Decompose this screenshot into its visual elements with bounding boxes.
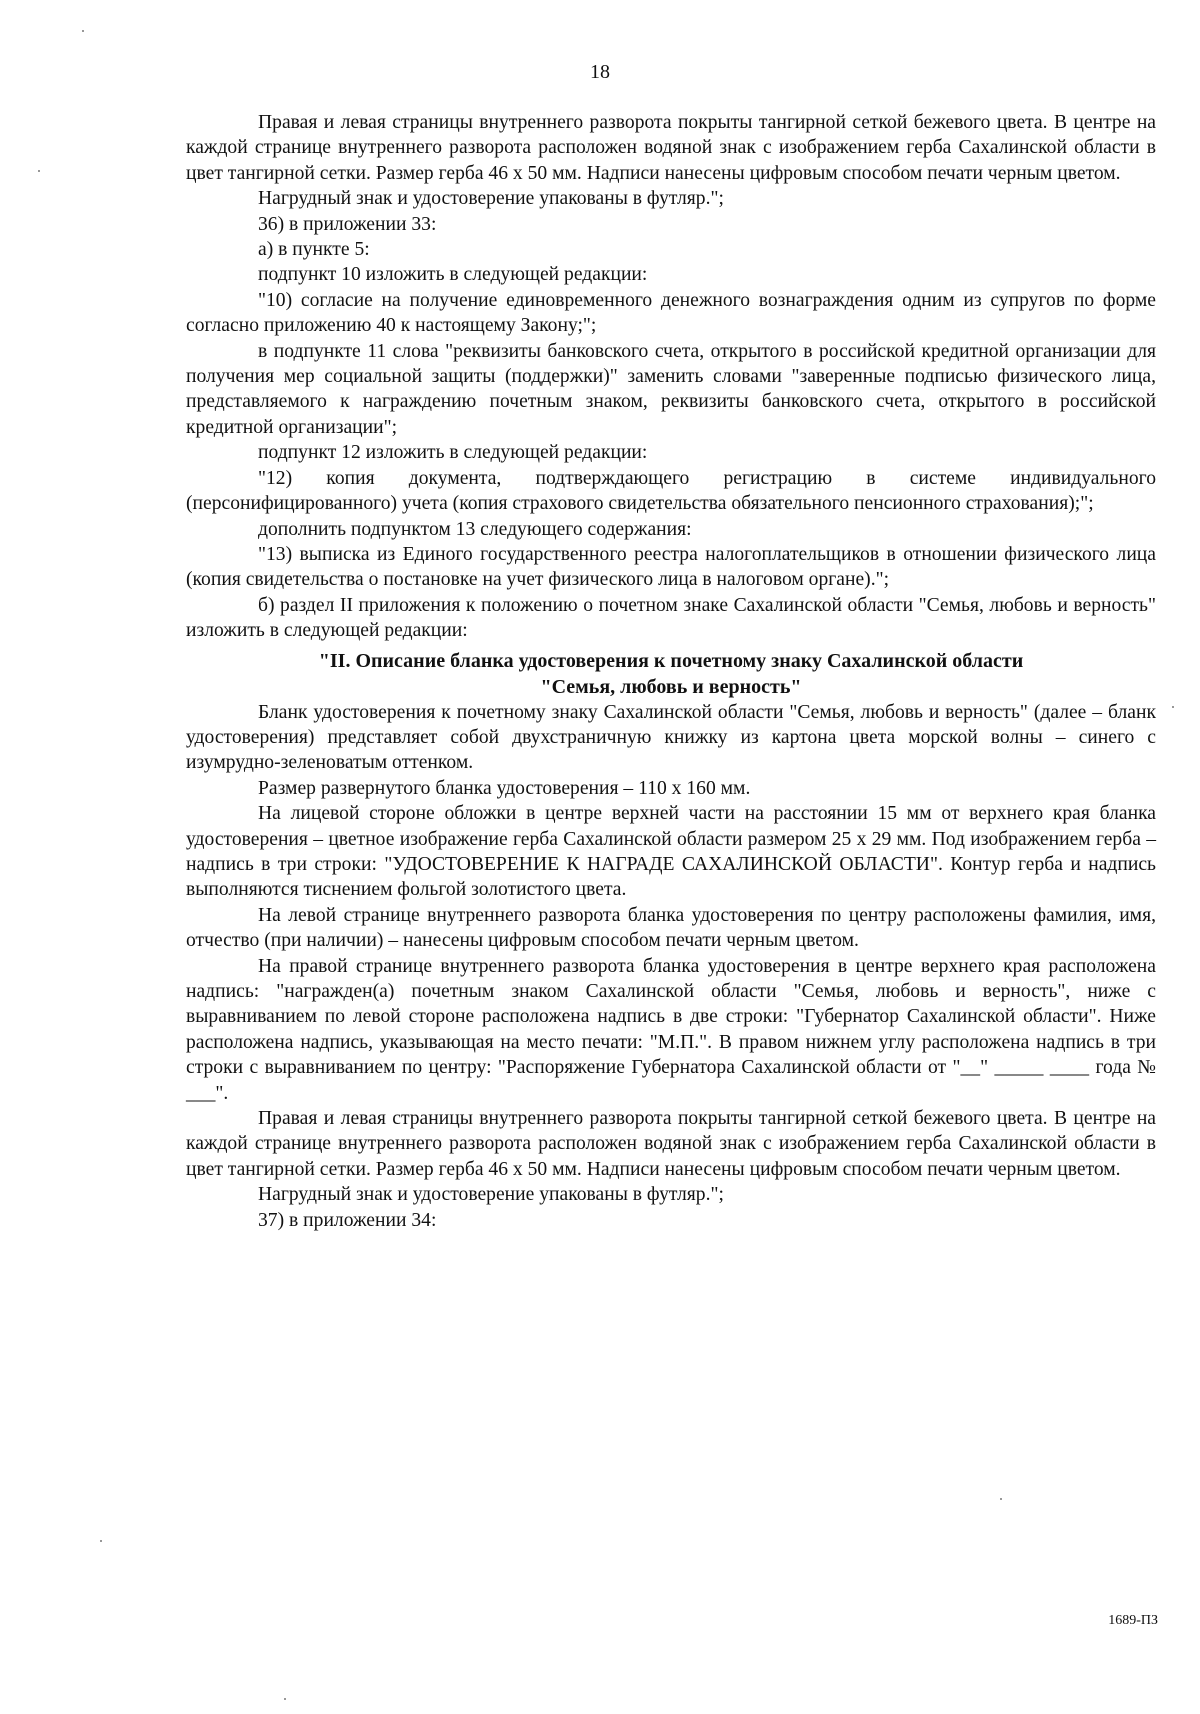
section-paragraph: На лицевой стороне обложки в центре верхней части на расстоянии 15 мм от верхнего края бланка удостоверения – цветное изображение герба Сахалинской области размером 25 х 29 мм. Под изображением герба – надпись в три строки: "УДОСТОВЕРЕНИЕ К НАГРАДЕ САХАЛИНСКОЙ ОБЛАСТИ". Контур герба и надпись выполняются тиснением фольгой золотистого цвета. (186, 803, 1156, 901)
paragraph: Нагрудный знак и удостоверение упакованы в футляр."; (258, 188, 724, 210)
paragraph: "12) копия документа, подтверждающего регистрацию в системе индивидуального (персонифицированного) учета (копия страхового свидетельства обязательного пенсионного страхования);"; (186, 467, 1156, 515)
document-code: 1689-ПЗ (1108, 1613, 1158, 1628)
scan-speck (82, 30, 84, 32)
section-paragraph: 37) в приложении 34: (258, 1209, 437, 1231)
scan-speck (38, 170, 40, 172)
scan-speck (1172, 706, 1174, 708)
paragraph: в подпункте 11 слова "реквизиты банковского счета, открытого в российской кредитной организации для получения мер социальной защиты (поддержки)" заменить словами "заверенные подписью физического лица, представляемого к награждению почетным знаком, реквизиты банковского счета, открытого в российской кредитной организации"; (186, 340, 1156, 438)
section-heading-line-2: "Семья, любовь и верность" (540, 675, 802, 698)
paragraph: а) в пункте 5: (258, 239, 370, 261)
paragraph: дополнить подпунктом 13 следующего содержания: (258, 518, 692, 540)
section-paragraph: На левой странице внутреннего разворота бланка удостоверения по центру расположены фамилия, имя, отчество (при наличии) – нанесены цифровым способом печати черным цветом. (186, 904, 1156, 952)
page-number: 18 (590, 61, 610, 83)
paragraph: "10) согласие на получение единовременного денежного вознаграждения одним из супругов по форме согласно приложению 40 к настоящему Закону;"; (186, 289, 1156, 337)
section-heading (186, 648, 1156, 700)
paragraph: подпункт 10 изложить в следующей редакции: (258, 264, 648, 286)
paragraph: б) раздел II приложения к положению о почетном знаке Сахалинской области "Семья, любовь и верность" изложить в следующей редакции: (186, 594, 1156, 642)
paragraph: 36) в приложении 33: (258, 213, 437, 235)
section-paragraph: На правой странице внутреннего разворота бланка удостоверения в центре верхнего края расположена надпись: "награжден(а) почетным знаком Сахалинской области "Семья, любовь и верность", ниже с выравниванием по левой стороне расположена надпись в две строки: "Губернатор Сахалинской области". Ниже расположена надпись, указывающая на место печати: "М.П.". В правом нижнем углу расположена надпись в три строки с выравниванием по центру: "Распоряжение Губернатора Сахалинской области от "__" _____ ____ года № ___". (186, 955, 1156, 1104)
paragraph: "13) выписка из Единого государственного реестра налогоплательщиков в отношении физического лица (копия свидетельства о постановке на учет физического лица в налоговом органе)."; (186, 543, 1156, 591)
document-body (186, 110, 1156, 1233)
section-paragraph: Бланк удостоверения к почетному знаку Сахалинской области "Семья, любовь и верность" (далее – бланк удостоверения) представляет собой двухстраничную книжку из картона цвета морской волны – синего с изумрудно-зеленоватым оттенком. (186, 701, 1156, 774)
paragraph: подпункт 12 изложить в следующей редакции: (258, 442, 648, 464)
section-paragraph: Нагрудный знак и удостоверение упакованы в футляр."; (258, 1184, 724, 1206)
scan-speck (284, 1698, 286, 1700)
section-paragraph: Размер развернутого бланка удостоверения – 110 х 160 мм. (258, 777, 751, 799)
section-paragraph: Правая и левая страницы внутреннего разворота покрыты тангирной сеткой бежевого цвета. В центре на каждой странице внутреннего разворота расположен водяной знак с изображением герба Сахалинской области в цвет тангирной сетки. Размер герба 46 х 50 мм. Надписи нанесены цифровым способом печати черным цветом. (186, 1108, 1156, 1180)
section-heading-line-1: "II. Описание бланка удостоверения к почетному знаку Сахалинской области (318, 649, 1024, 672)
paragraph: Правая и левая страницы внутреннего разворота покрыты тангирной сеткой бежевого цвета. В центре на каждой странице внутреннего разворота расположен водяной знак с изображением герба Сахалинской области в цвет тангирной сетки. Размер герба 46 х 50 мм. Надписи нанесены цифровым способом печати черным цветом. (186, 112, 1156, 184)
scan-speck (1000, 1498, 1002, 1500)
scan-speck (100, 1540, 102, 1542)
